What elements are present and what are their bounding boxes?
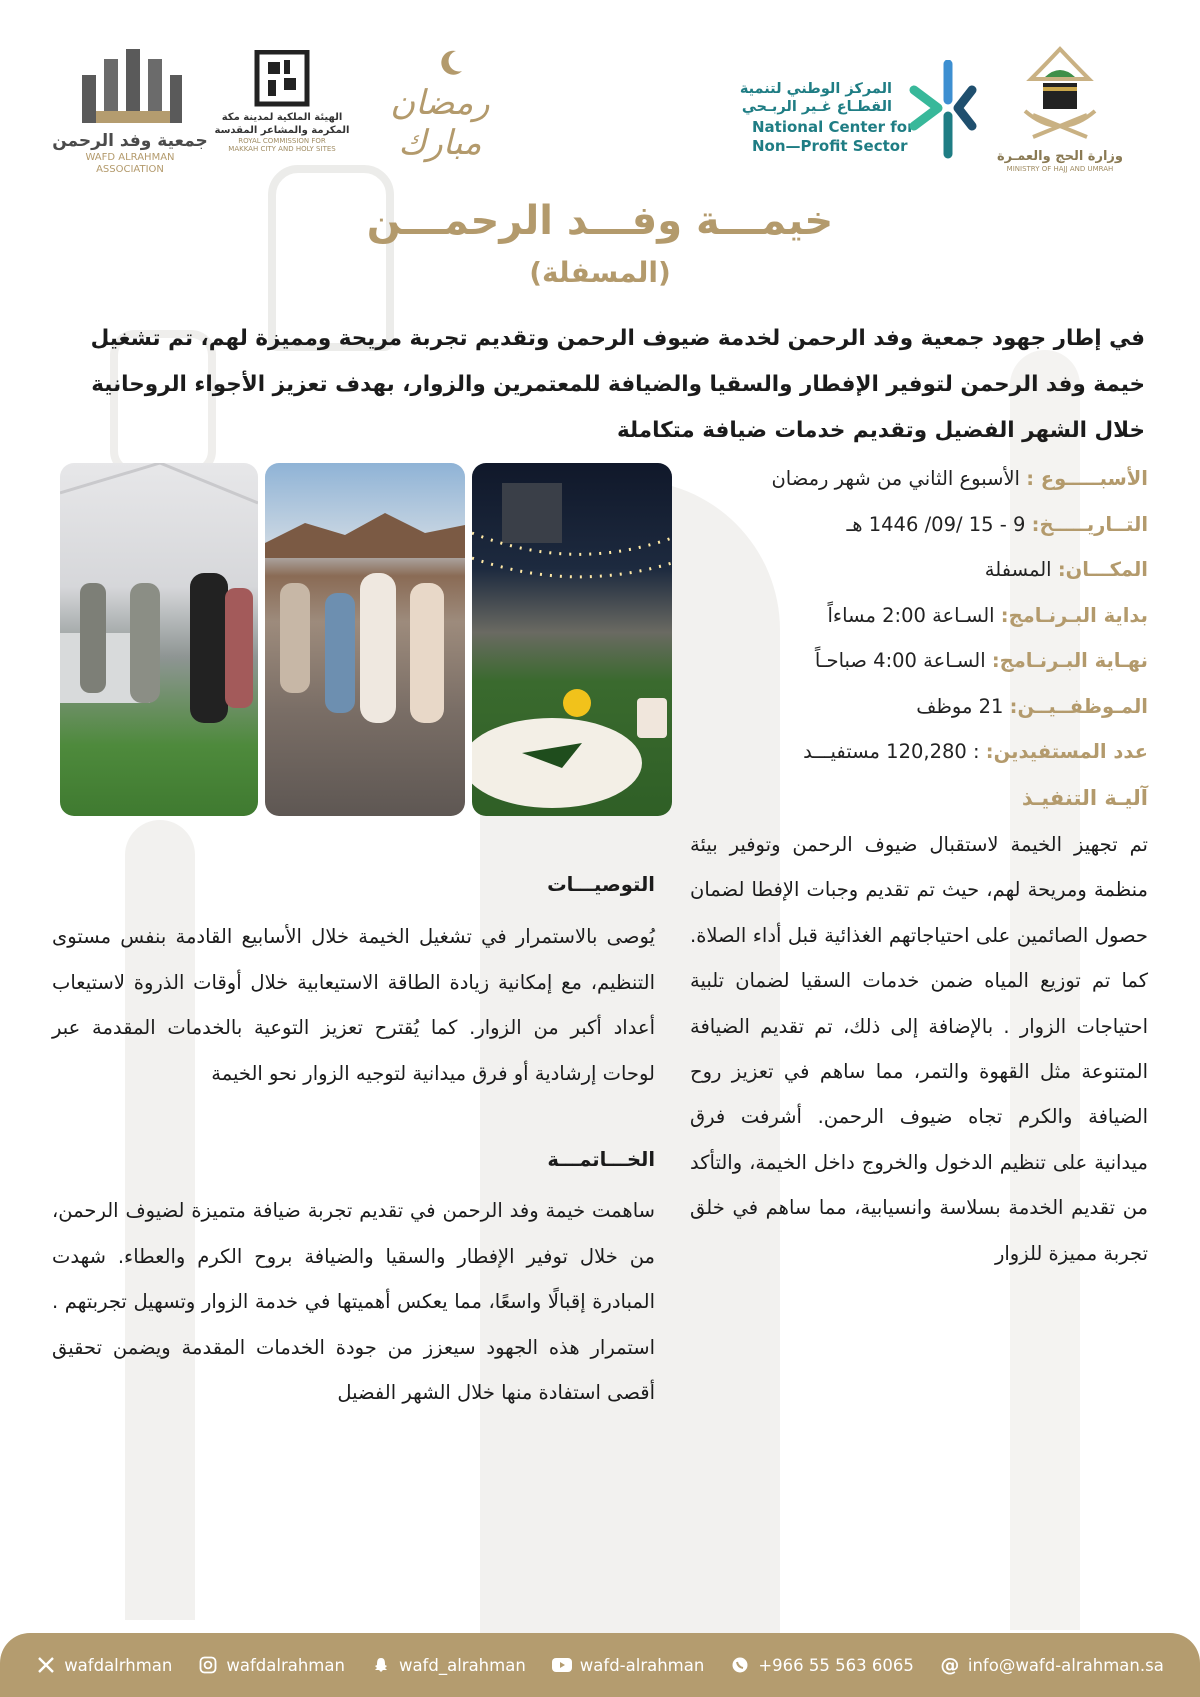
detail-staff: المـوظفــيــن: 21 موظف <box>916 694 1148 718</box>
royal-caption-en-2: MAKKAH CITY AND HOLY SITES <box>228 145 336 154</box>
detail-week: الأسبـــــوع : الأسبوع الثاني من شهر رمضان <box>771 467 1148 490</box>
footer-snapchat[interactable]: wafd_alrahman <box>371 1655 526 1675</box>
page-subtitle: (المسفلة) <box>529 256 671 289</box>
conclusion-text: ساهمت خيمة وفد الرحمن في تقديم تجربة ضيافة متميزة لضيوف الرحمن، من خلال توفير الإفطار والسقيا والضيافة بروح الكرم والعطاء. شهدت المبادرة إقبالًا واسعًا، مما يعكس أهميتها في خدمة الزوار وتسهيل تجربتهم . استمرار هذه الجهود سيعزز من جودة الخدمات المقدمة ويضمن تحقيق أقصى استفادة منها خلال الشهر الفضيل <box>52 1199 655 1405</box>
footer-email[interactable]: @ info@wafd-alrahman.sa <box>940 1654 1164 1676</box>
conclusion-heading: الخـــاتمـــة <box>547 1148 655 1171</box>
detail-end-time: نهـاية البـرنـامج: السـاعة 4:00 صباحـاً <box>814 649 1148 672</box>
footer-whatsapp[interactable]: +966 55 563 6065 <box>730 1655 914 1675</box>
x-icon <box>36 1655 56 1675</box>
walking-visitors-photo <box>265 463 465 816</box>
royal-caption-ar-1: الهيئة الملكية لمدينة مكة <box>221 112 343 123</box>
ministry-caption-en: MINISTRY OF HAJJ AND UMRAH <box>1006 165 1114 174</box>
execution-text: تم تجهيز الخيمة لاستقبال ضيوف الرحمن وتوفير بيئة منظمة ومريحة لهم، حيث تم تقديم وجبات الإفطا لضمان حصول الصائمين على احتياجاتهم الغذائية قبل أداء الصلاة. كما تم توزيع المياه ضمن خدمات السقيا لضمان تلبية احتياجات الزوار . بالإضافة إلى ذلك، تم تقديم الضيافة المتنوعة مثل القهوة والتمر، مما ساهم في تعزيز روح الضيافة والكرم تجاه ضيوف الرحمن. أشرفت فرق ميدانية على تنظيم الدخول والخروج داخل الخيمة، والتأكد من تقديم الخدمة بسلاسة وانسيابية، مما ساهم في خلق تجربة مميزة للزوار <box>690 833 1148 1265</box>
intro-paragraph: في إطار جهود جمعية وفد الرحمن لخدمة ضيوف الرحمن وتقديم تجربة مريحة ومميزة لهم، تم تشغيل خيمة وفد الرحمن لتوفير الإفطار والسقيا والضيافة للمعتمرين والزوار، بهدف تعزيز الأجواء الروحانية خلال الشهر الفضيل وتقديم خدمات ضيافة متكاملة <box>90 326 1145 443</box>
whatsapp-icon <box>730 1655 750 1675</box>
tent-interior-photo <box>60 463 258 816</box>
ncnp-line-ar-2: القطـاع غـير الربـحي <box>741 99 892 115</box>
night-tent-photo <box>472 463 672 816</box>
crescent-star-icon <box>430 47 470 77</box>
youtube-icon <box>552 1655 572 1675</box>
wafd-mark-icon <box>70 45 190 127</box>
recommendations-heading: التوصيـــات <box>547 873 655 896</box>
detail-beneficiaries: عدد المستفيدين: : 120,280 مستفيـــد <box>803 740 1148 763</box>
recommendations-text: يُوصى بالاستمرار في تشغيل الخيمة خلال الأسابيع القادمة بنفس مستوى التنظيم، مع إمكانية زيادة الطاقة الاستيعابية خلال أوقات الذروة لاستيعاب أعداد أكبر من الزوار. كما يُقترح تعزيز التوعية بالخدمات المقدمة عبر لوحات إرشادية أو فرق ميدانية لتوجيه الزوار نحو الخيمة <box>52 925 655 1085</box>
photo-gallery <box>60 463 672 818</box>
ncnp-line-en-2: Non—Profit Sector <box>752 137 908 155</box>
ncnp-line-ar-1: المركز الوطني لتنمية <box>739 81 892 97</box>
royal-caption-en-1: ROYAL COMMISSION FOR <box>238 137 326 145</box>
ministry-caption-ar: وزارة الحج والعمـرة <box>997 149 1123 164</box>
detail-location: المكـــان: المسفلة <box>984 558 1148 581</box>
at-icon: @ <box>940 1654 960 1676</box>
detail-start-time: بداية البـرنـامج: السـاعة 2:00 مساءاً <box>827 603 1148 627</box>
royal-caption-ar-2: المكرمة والمشاعر المقدسة <box>214 124 350 136</box>
royal-commission-logo <box>212 50 352 154</box>
wafd-caption-en: WAFD ALRAHMAN ASSOCIATION <box>85 152 175 176</box>
contact-footer <box>0 1633 1200 1697</box>
page-title: خيمـــة وفـــد الرحمـــن <box>366 198 834 244</box>
instagram-icon <box>198 1655 218 1675</box>
execution-heading: آليـة التنفيـذ <box>1021 785 1148 810</box>
wafd-alrahman-logo <box>50 45 210 176</box>
ncnp-arrows-icon <box>904 60 978 160</box>
ramadan-mubarak-calligraphy <box>370 55 510 163</box>
event-details <box>680 462 1148 826</box>
ramadan-mubarak-text: رمضان مبارك <box>390 83 490 163</box>
snapchat-icon <box>371 1655 391 1675</box>
footer-youtube[interactable]: wafd-alrahman <box>552 1655 705 1675</box>
wafd-caption-ar: جمعية وفد الرحمن <box>52 131 208 151</box>
footer-x[interactable]: wafdalrhman <box>36 1655 172 1675</box>
ministry-hajj-logo <box>995 45 1125 174</box>
detail-date: التــاريـــــخ: 9 - 15 /09/ 1446 هـ <box>846 512 1148 536</box>
ncnp-line-en-1: National Center for <box>752 118 915 136</box>
royal-commission-icon <box>252 50 312 108</box>
footer-instagram[interactable]: wafdalrahman <box>198 1655 345 1675</box>
kaaba-icon <box>1015 45 1105 145</box>
